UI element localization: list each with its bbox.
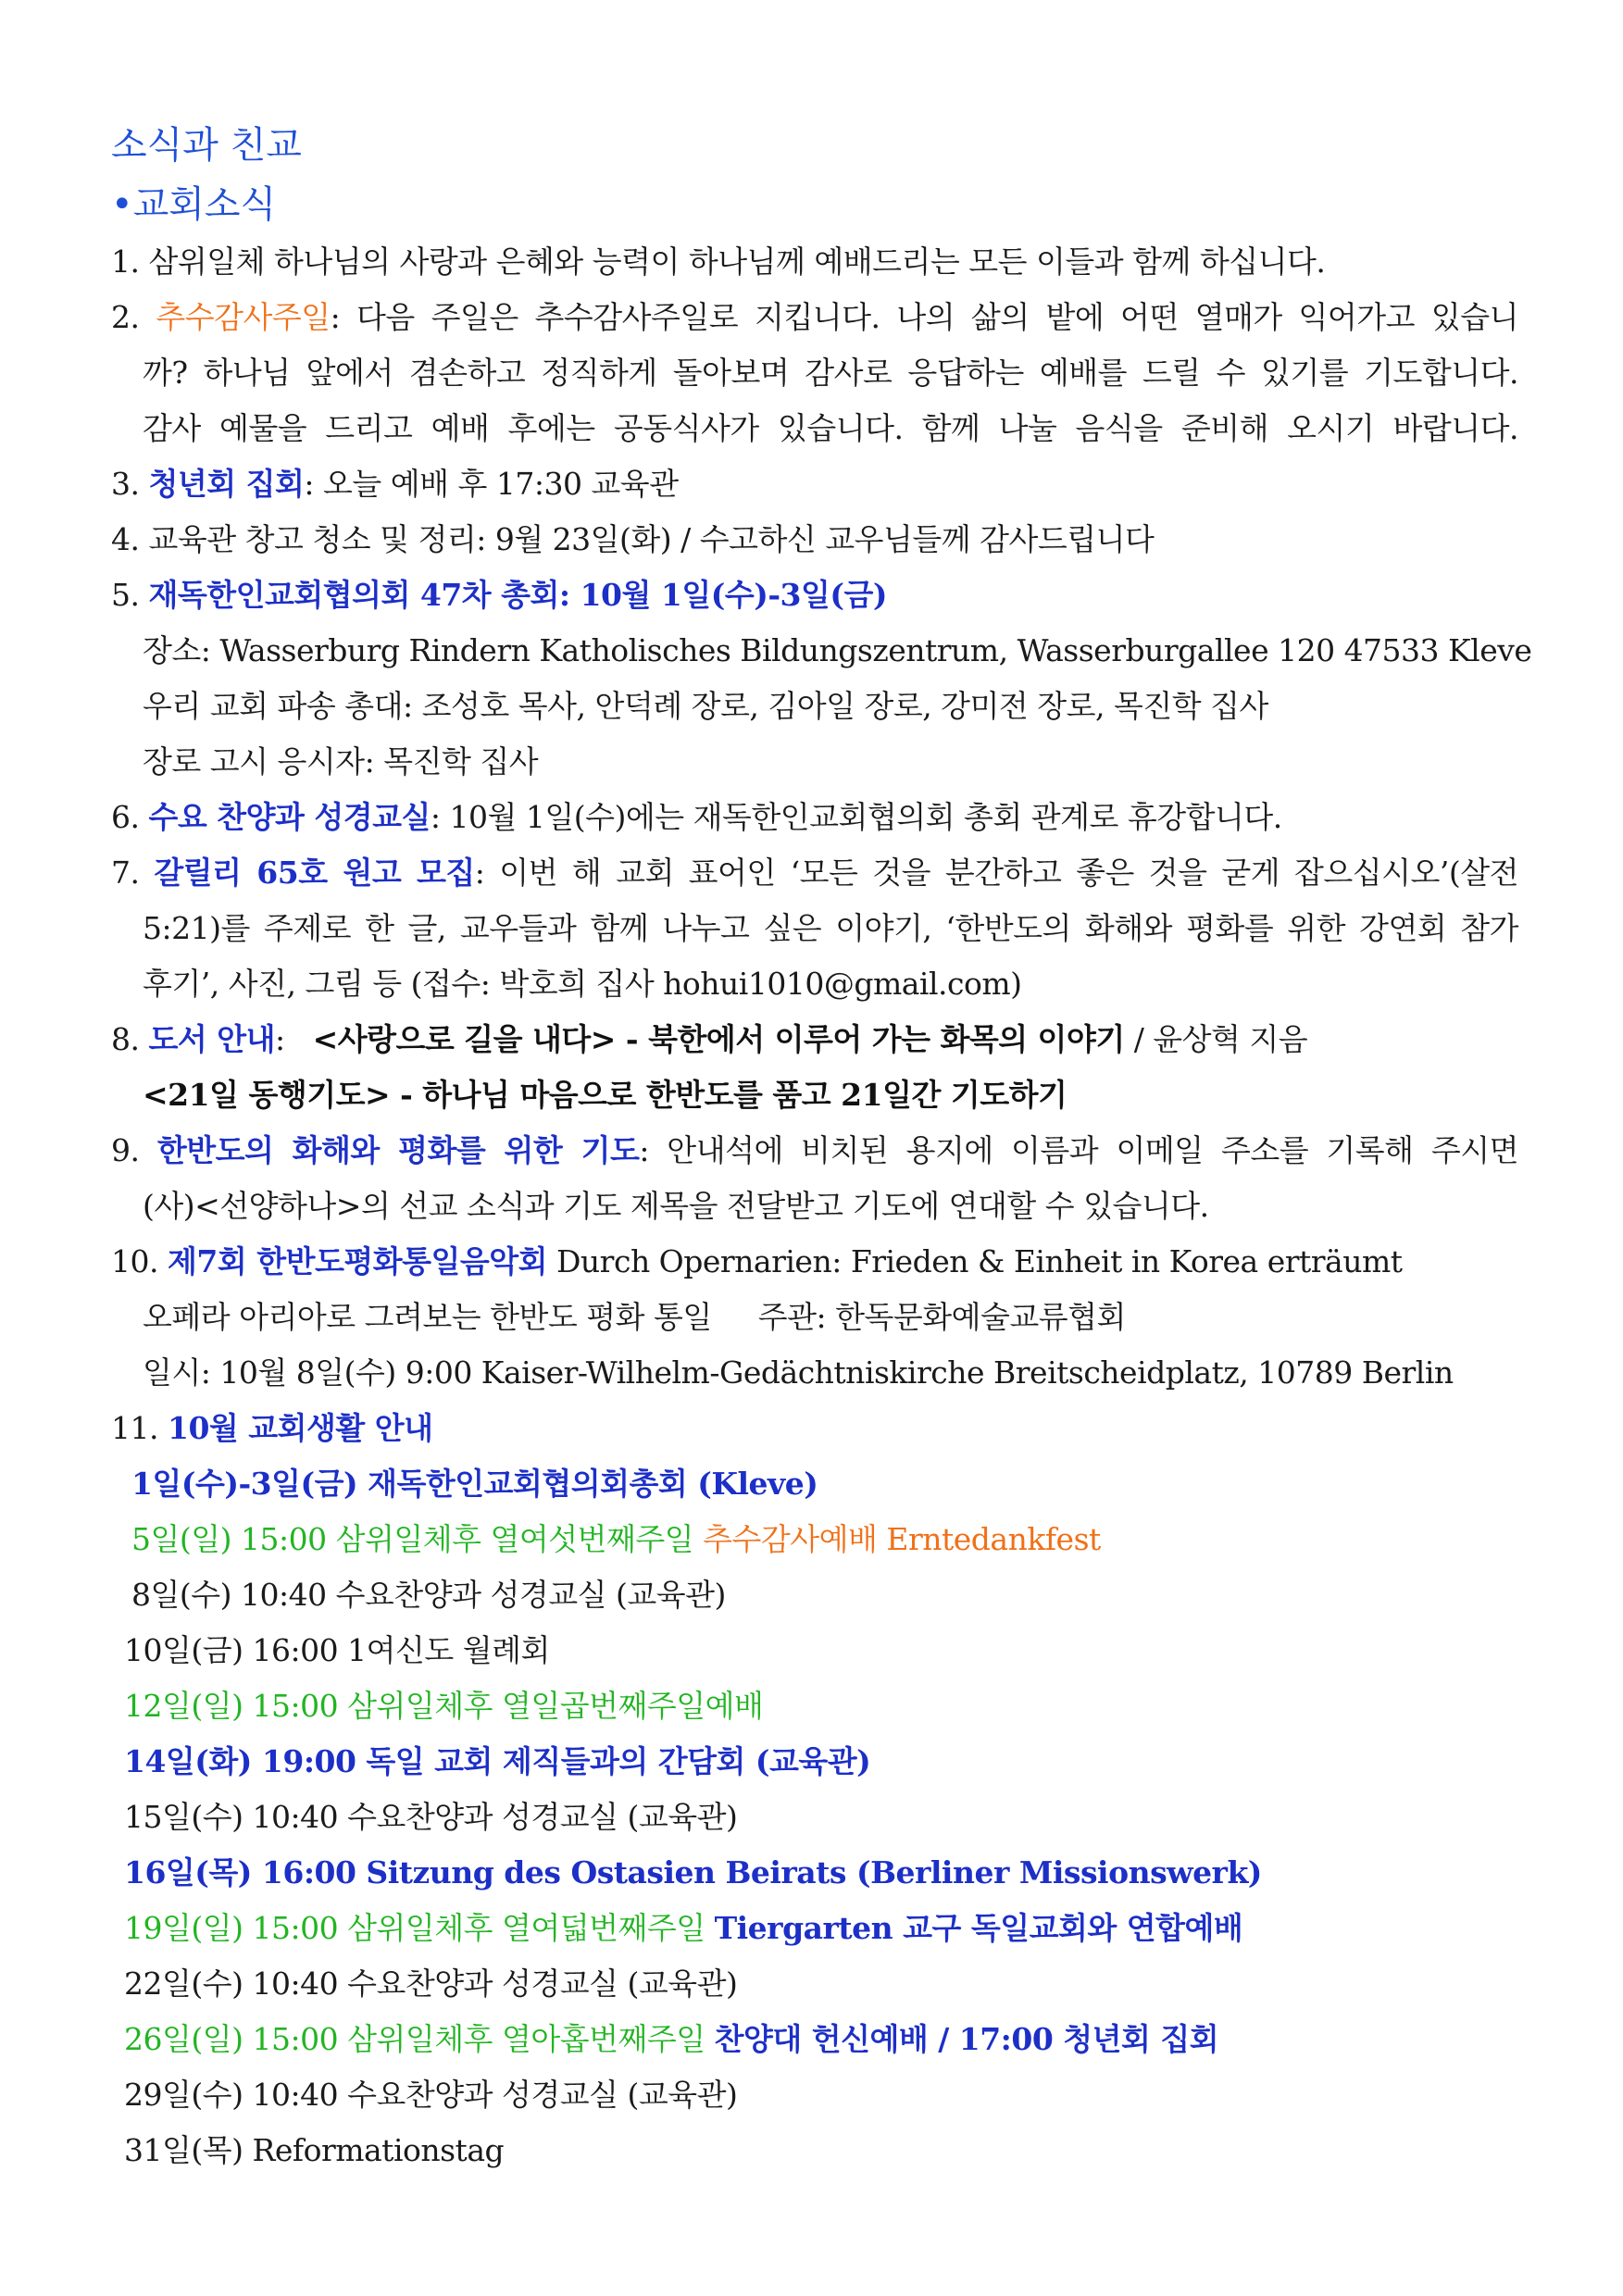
schedule-item: 15일(수) 10:40 수요찬양과 성경교실 (교육관) [124,1799,738,1835]
book-1: <사랑으로 길을 내다> - 북한에서 이루어 가는 화목의 이야기 [312,1021,1125,1057]
item-10-label: 제7회 한반도평화통일음악회 [167,1243,547,1279]
item-10-line-3: 일시: 10월 8일(수) 9:00 Kaiser-Wilhelm-Gedächtniskirche Breitscheidplatz, 10789 Berlin [143,1354,1454,1391]
item-2-label: 추수감사주일 [156,299,331,335]
item-2-line-3: 감사 예물을 드리고 예배 후에는 공동식사가 있습니다. 함께 나눌 음식을 준비해 오시기 바랍니다. [143,410,1518,446]
item-10: 10. 제7회 한반도평화통일음악회 Durch Opernarien: Frieden & Einheit in Korea erträumt [111,1243,1403,1279]
item-1: 1. 삼위일체 하나님의 사랑과 은혜와 능력이 하나님께 예배드리는 모든 이들과 함께 하십니다. [111,243,1326,280]
item-4: 4. 교육관 창고 청소 및 정리: 9월 23일(화) / 수고하신 교우님들께 감사드립니다 [111,521,1155,557]
item-3-label: 청년회 집회 [148,466,305,502]
page-title: 소식과 친교 [111,124,302,167]
item-3: 3. 청년회 집회: 오늘 예배 후 17:30 교육관 [111,466,679,502]
schedule-item: 22일(수) 10:40 수요찬양과 성경교실 (교육관) [124,1965,738,2002]
item-10-line-2: 오페라 아리아로 그려보는 한반도 평화 통일 주관: 한독문화예술교류협회 [143,1299,1126,1335]
schedule-item: 1일(수)-3일(금) 재독한인교회협의회총회 (Kleve) [131,1466,818,1502]
item-5-line-2: 우리 교회 파송 총대: 조성호 목사, 안덕례 장로, 김아일 장로, 강미전 장로, 목진학 집사 [143,688,1268,724]
item-9-line-2: (사)<선양하나>의 선교 소식과 기도 제목을 전달받고 기도에 연대할 수 있습니다. [143,1188,1209,1224]
item-5-line-1: 장소: Wasserburg Rindern Katholisches Bildungszentrum, Wasserburgallee 120 47533 Kleve [143,632,1532,668]
schedule-item: 8일(수) 10:40 수요찬양과 성경교실 (교육관) [131,1577,726,1613]
schedule-item: 26일(일) 15:00 삼위일체후 열아홉번째주일 찬양대 헌신예배 / 17:00 청년회 집회 [124,2021,1219,2057]
schedule-item: 14일(화) 19:00 독일 교회 제직들과의 간담회 (교육관) [124,1743,871,1779]
item-6: 6. 수요 찬양과 성경교실: 10월 1일(수)에는 재독한인교회협의회 총회 관계로 휴강합니다. [111,799,1282,835]
schedule-item: 19일(일) 15:00 삼위일체후 열여덟번째주일 Tiergarten 교구 독일교회와 연합예배 [124,1910,1243,1946]
item-5-line-3: 장로 고시 응시자: 목진학 집사 [143,743,539,780]
schedule-item: 31일(목) Reformationstag [124,2132,505,2168]
item-8: 8. 도서 안내: <사랑으로 길을 내다> - 북한에서 이루어 가는 화목의 이야기 / 윤상혁 지음 [111,1021,1308,1057]
item-5: 5. 재독한인교회협의회 47차 총회: 10월 1일(수)-3일(금) [111,577,887,613]
item-6-label: 수요 찬양과 성경교실 [148,799,431,835]
schedule-item: 12일(일) 15:00 삼위일체후 열일곱번째주일예배 [124,1688,764,1724]
item-9: 9. 한반도의 화해와 평화를 위한 기도: 안내석에 비치된 용지에 이름과 이메일 주소를 기록해 주시면 [111,1132,1518,1168]
item-9-label: 한반도의 화해와 평화를 위한 기도 [156,1132,640,1168]
item-2: 2. 추수감사주일: 다음 주일은 추수감사주일로 지킵니다. 나의 삶의 밭에 어떤 열매가 익어가고 있습니 [111,299,1518,335]
schedule-item: 29일(수) 10:40 수요찬양과 성경교실 (교육관) [124,2077,738,2113]
item-7-line-2: 5:21)를 주제로 한 글, 교우들과 함께 나누고 싶은 이야기, ‘한반도의 화해와 평화를 위한 강연회 참가 [143,910,1518,946]
schedule-item: 5일(일) 15:00 삼위일체후 열여섯번째주일 추수감사예배 Erntedankfest [131,1521,1101,1557]
item-5-label: 재독한인교회협의회 47차 총회: 10월 1일(수)-3일(금) [148,577,887,613]
bulletin-page [111,116,1532,2178]
item-11-label: 10월 교회생활 안내 [167,1410,433,1446]
item-7-label: 갈릴리 65호 원고 모집 [154,855,475,891]
item-11: 11. 10월 교회생활 안내 [111,1410,433,1446]
section-heading: •교회소식 [111,183,277,226]
item-2-line-2: 까? 하나님 앞에서 겸손하고 정직하게 돌아보며 감사로 응답하는 예배를 드릴 수 있기를 기도합니다. [143,355,1518,391]
item-7: 7. 갈릴리 65호 원고 모집: 이번 해 교회 표어인 ‘모든 것을 분간하고 좋은 것을 굳게 잡으십시오’(살전 [111,855,1518,891]
book-2: <21일 동행기도> - 하나님 마음으로 한반도를 품고 21일간 기도하기 [143,1077,1067,1113]
item-7-line-3: 후기’, 사진, 그림 등 (접수: 박호희 집사 hohui1010@gmail.com) [143,966,1022,1002]
schedule-item: 16일(목) 16:00 Sitzung des Ostasien Beirats (Berliner Missionswerk) [124,1854,1262,1890]
schedule-item: 10일(금) 16:00 1여신도 월례회 [124,1632,550,1668]
item-8-label: 도서 안내 [148,1021,275,1057]
